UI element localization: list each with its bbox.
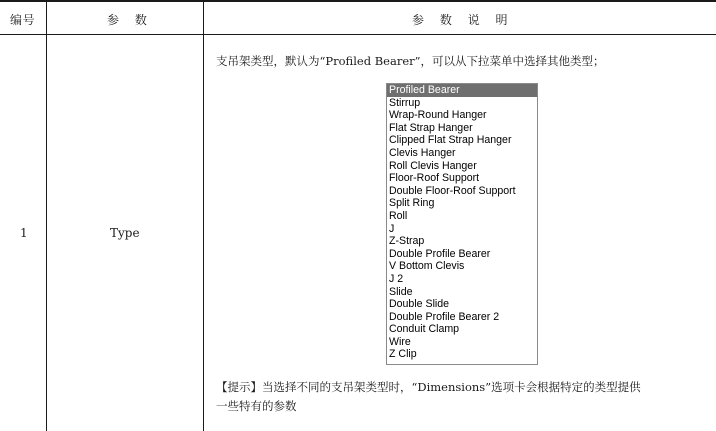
listbox-option[interactable]: Double Profile Bearer (389, 247, 491, 260)
listbox-option[interactable]: Conduit Clamp (389, 323, 460, 336)
header-bottom-rule (0, 34, 716, 35)
listbox-option[interactable]: Flat Strap Hanger (389, 121, 473, 134)
listbox-option[interactable]: Z-Strap (389, 235, 425, 248)
tip-line-2: 一些特有的参数 (216, 399, 297, 413)
listbox-option[interactable]: J 2 (389, 272, 404, 285)
listbox-option[interactable]: J (389, 222, 395, 235)
listbox-option[interactable]: Clipped Flat Strap Hanger (389, 134, 512, 147)
listbox-option[interactable]: Z Clip (389, 348, 417, 361)
listbox-option[interactable]: Split Ring (389, 197, 435, 210)
listbox-option[interactable]: Wire (389, 335, 411, 348)
listbox-option[interactable]: Wrap-Round Hanger (389, 109, 487, 122)
listbox-option[interactable]: Stirrup (389, 96, 421, 109)
header-number: 编号 (10, 13, 36, 27)
listbox-option[interactable]: Double Slide (389, 298, 450, 311)
row-number: 1 (20, 226, 28, 240)
listbox-option[interactable]: V Bottom Clevis (389, 260, 465, 273)
header-parameter: 参 数 (107, 13, 153, 27)
tip-line-1: 【提示】当选择不同的支吊架类型时，“Dimensions”选项卡会根据特定的类型提供 (216, 380, 641, 394)
listbox-option[interactable]: Roll Clevis Hanger (389, 159, 477, 172)
listbox-option[interactable]: Double Floor-Roof Support (389, 184, 516, 197)
listbox-option[interactable]: Floor-Roof Support (389, 172, 480, 185)
description-intro: 支吊架类型，默认为“Profiled Bearer”，可以从下拉菜单中选择其他类型； (216, 54, 605, 68)
header-description: 参 数 说 明 (412, 13, 514, 27)
table-top-rule (0, 0, 716, 2)
row-parameter: Type (110, 226, 140, 240)
listbox-option[interactable]: Double Profile Bearer 2 (389, 310, 500, 323)
column-divider-1 (46, 0, 47, 431)
listbox-option[interactable]: Slide (389, 285, 413, 298)
column-divider-2 (203, 0, 204, 431)
listbox-option[interactable]: Clevis Hanger (389, 146, 456, 159)
listbox-option[interactable]: Roll (389, 209, 408, 222)
listbox-option-selected[interactable]: Profiled Bearer (387, 84, 537, 97)
type-listbox[interactable] (386, 83, 538, 365)
